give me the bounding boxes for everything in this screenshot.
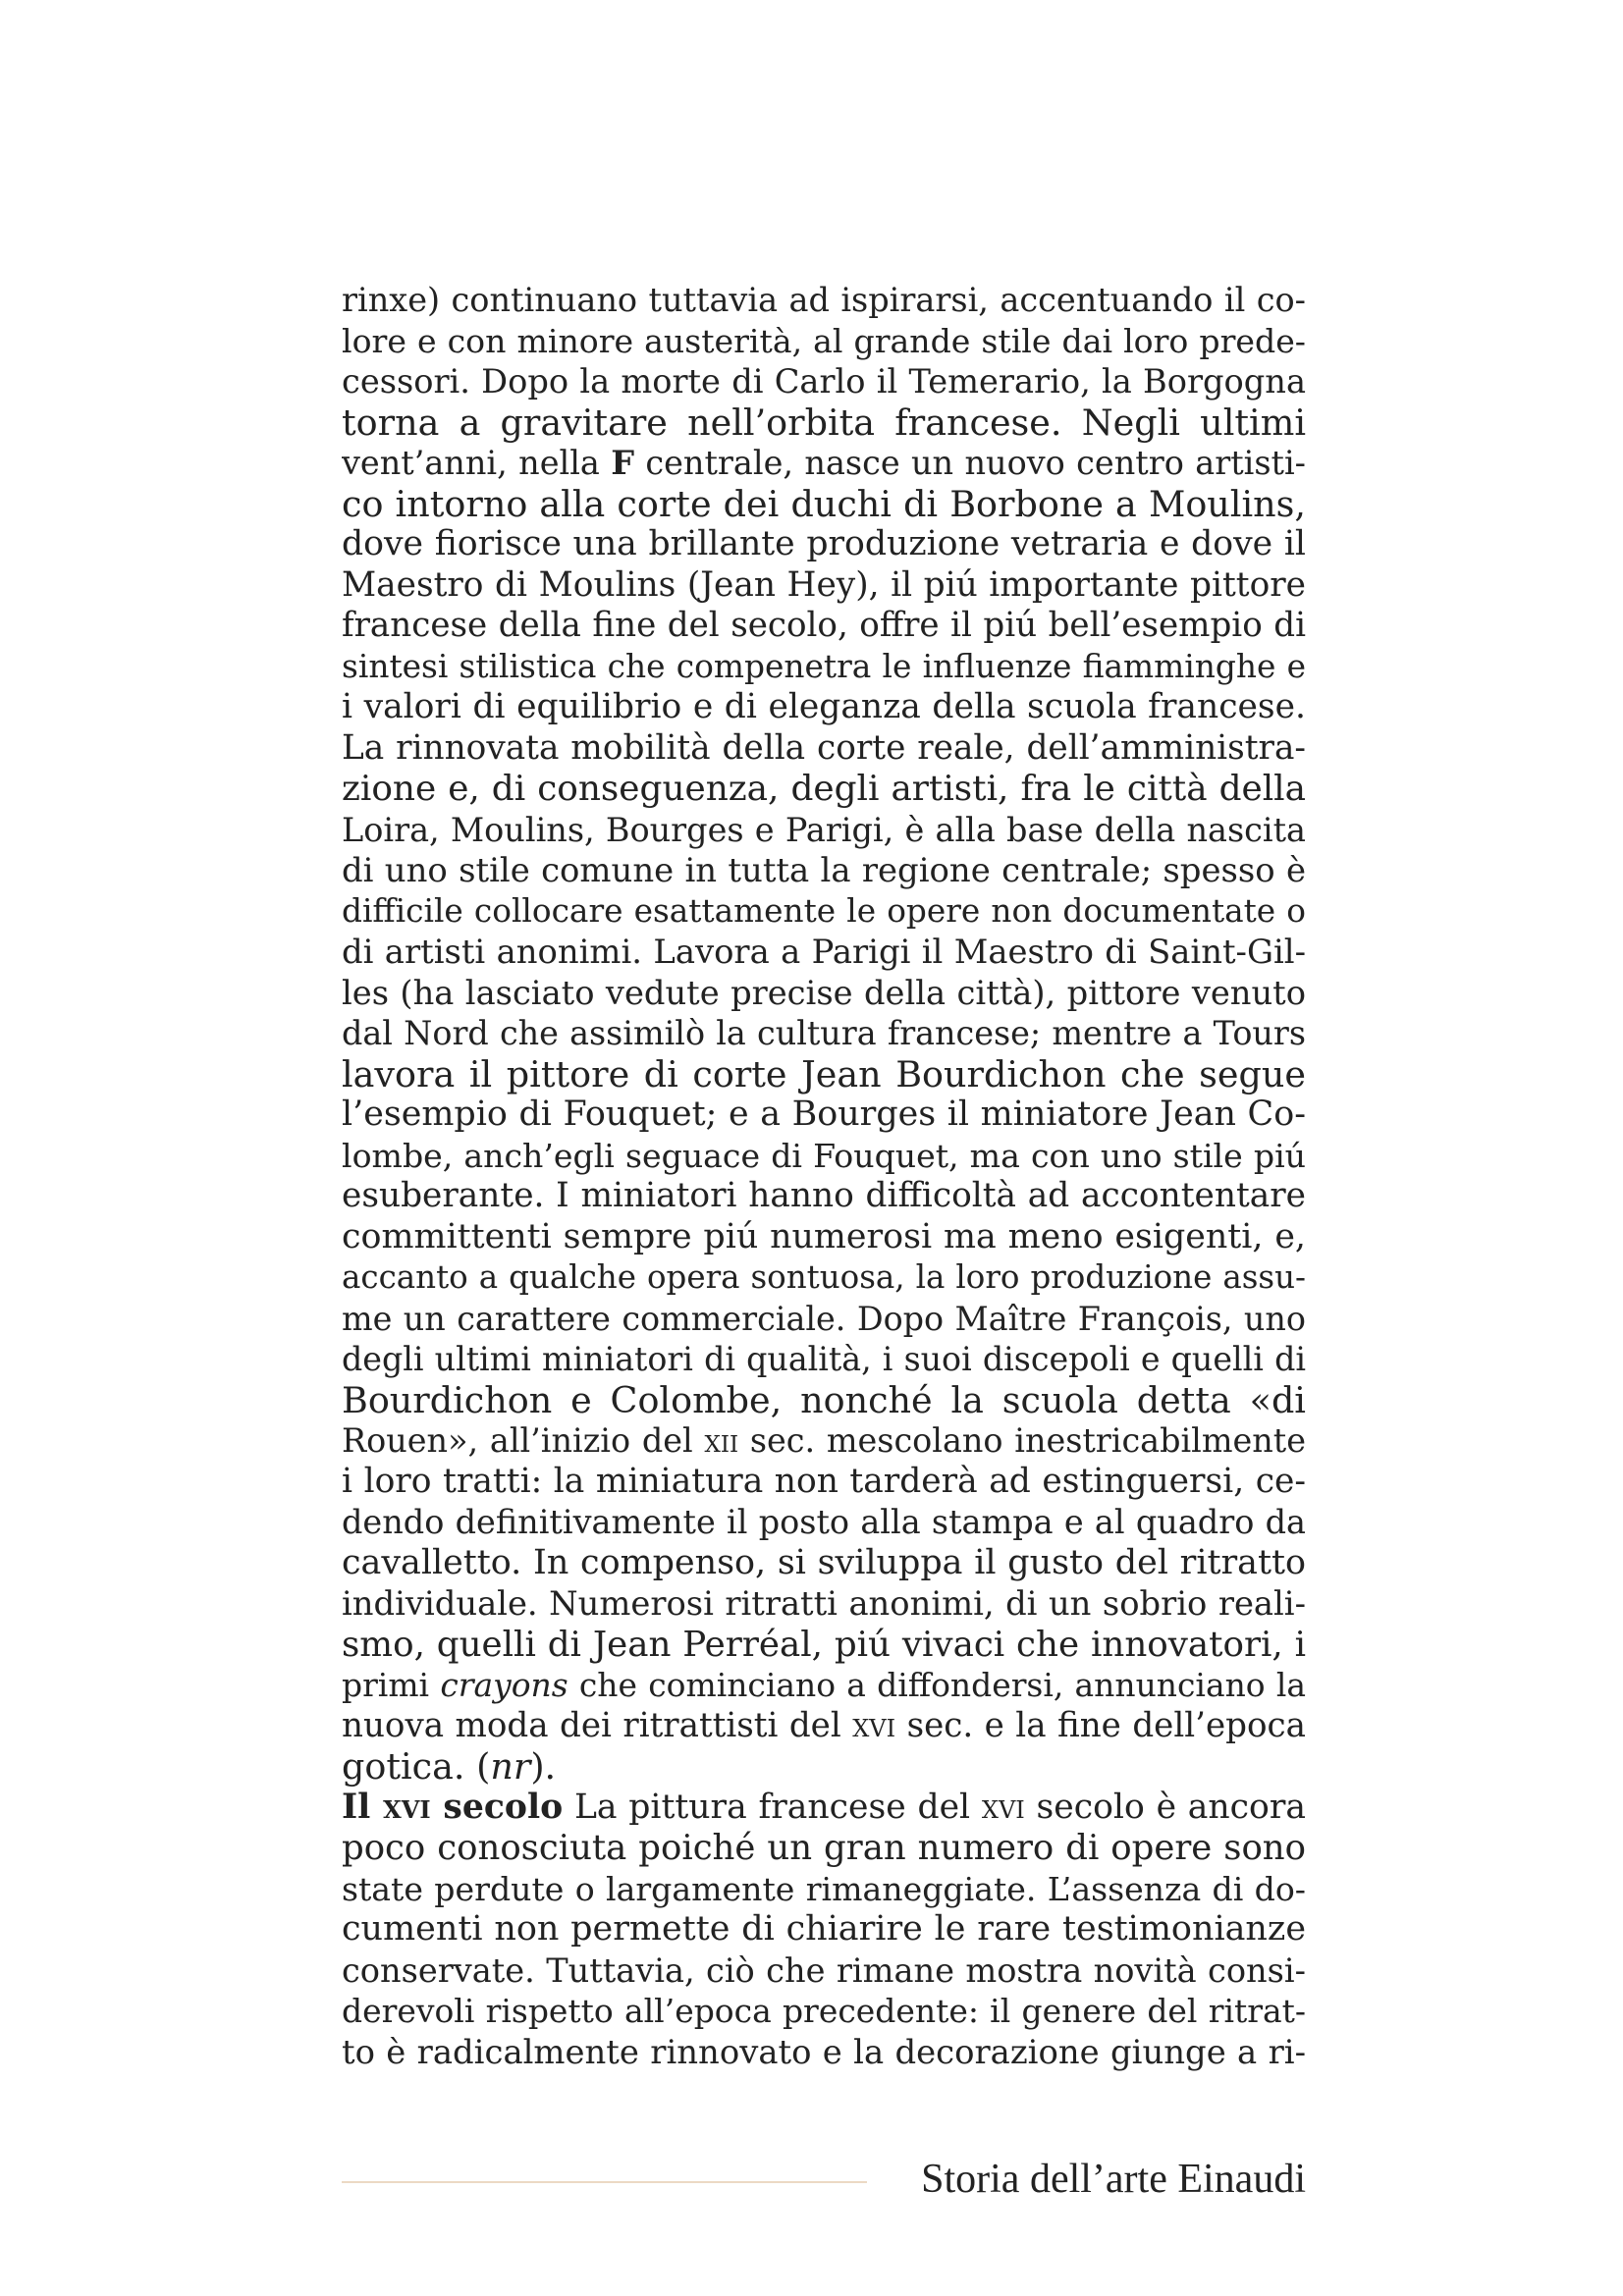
text-line: l’esempio di Fouquet; e a Bourges il miniatore Jean Co- [342,1095,1306,1134]
italic-term: crayons [440,1666,568,1704]
text-line: i loro tratti: la miniatura non tarderà ad estinguersi, ce- [342,1461,1306,1501]
text-line: Maestro di Moulins (Jean Hey), il piú importante pittore [342,564,1306,605]
text-line: to è radicalmente rinnovato e la decorazione giunge a ri- [342,2032,1306,2071]
text-line: les (ha lasciato vedute precise della città), pittore venuto [342,973,1306,1012]
text-line: i valori di equilibrio e di eleganza della scuola francese. [342,687,1306,726]
text-line: lavora il pittore di corte Jean Bourdichon che segue [342,1053,1306,1095]
text-line: accanto a qualche opera sontuosa, la loro produzione assu- [342,1258,1306,1296]
text-line: degli ultimi miniatori di qualità, i suoi discepoli e quelli di [342,1340,1306,1378]
text-line: me un carattere commerciale. Dopo Maître François, uno [342,1299,1306,1338]
roman-numeral: xvi [981,1787,1025,1827]
roman-numeral: xii [704,1421,739,1460]
text-line: derevoli rispetto all’epoca precedente: il genere del ritrat- [342,1992,1306,2030]
text-line: conservate. Tuttavia, ciò che rimane mostra novità consi- [342,1950,1306,1990]
text-line: dal Nord che assimilò la cultura francese; mentre a Tours [342,1014,1306,1052]
text-line: cumenti non permette di chiarire le rare testimonianze [342,1909,1306,1949]
text-line: smo, quelli di Jean Perréal, piú vivaci che innovatori, i [342,1624,1306,1665]
text-line: Loira, Moulins, Bourges e Parigi, è alla base della nascita [342,810,1306,849]
text-line: committenti sempre piú numerosi ma meno esigenti, e, [342,1216,1306,1256]
author-initials: nr [490,1746,531,1788]
text-line: state perdute o largamente rimaneggiate. L’assenza di do- [342,1869,1306,1908]
text-line: co intorno alla corte dei duchi di Borbone a Moulins, [342,483,1306,524]
text-line: primi crayons che cominciano a diffondersi, annunciano la [342,1666,1306,1704]
text-line: cessori. Dopo la morte di Carlo il Temerario, la Borgogna [342,362,1306,400]
text-line: sintesi stilistica che compenetra le influenze fiamminghe e [342,647,1306,685]
footer-title: Storia dell’arte Einaudi [921,2157,1306,2202]
text-line: Bourdichon e Colombe, nonché la scuola detta «di [342,1379,1306,1420]
text-line: esuberante. I miniatori hanno difficoltà ad accontentare [342,1176,1306,1215]
text-line: gotica. (nr). [342,1746,557,1788]
footer-divider [342,2181,867,2183]
text-line: nuova moda dei ritrattisti del xvi sec. e la fine dell’epoca [342,1705,1306,1745]
text-line: vent’anni, nella F centrale, nasce un nuovo centro artisti- [342,444,1306,482]
text-line: di artisti anonimi. Lavora a Parigi il Maestro di Saint-Gil- [342,933,1306,971]
body-text [342,280,1306,2072]
text-line: lombe, anch’egli seguace di Fouquet, ma con uno stile piú [342,1136,1306,1175]
text-line: Rouen», all’inizio del xii sec. mescolano inestricabilmente [342,1421,1306,1460]
text-line: dendo definitivamente il posto alla stampa e al quadro da [342,1503,1306,1541]
text-line: dove fiorisce una brillante produzione vetraria e dove il [342,524,1306,563]
text-line: cavalletto. In compenso, si sviluppa il gusto del ritratto [342,1542,1306,1582]
text-line: lore e con minore austerità, al grande stile dai loro prede- [342,321,1306,360]
text-line: zione e, di conseguenza, degli artisti, fra le città della [342,769,1306,809]
text-line: rinxe) continuano tuttavia ad ispirarsi, accentuando il co- [342,281,1306,319]
text-line: difficile collocare esattamente le opere non documentate o [342,891,1306,930]
section-letter: F [611,444,634,482]
text-line: poco conosciuta poiché un gran numero di opere sono [342,1828,1306,1868]
text-line: di uno stile comune in tutta la regione centrale; spesso è [342,851,1306,889]
text-line: individuale. Numerosi ritratti anonimi, di un sobrio reali- [342,1584,1306,1623]
text-line: La rinnovata mobilità della corte reale, dell’amministra- [342,727,1306,768]
text-line: torna a gravitare nell’orbita francese. Negli ultimi [342,401,1306,443]
section-heading: Il xvi secolo [342,1787,564,1827]
roman-numeral: xvi [852,1705,896,1745]
text-line: francese della fine del secolo, offre il piú bell’esempio di [342,606,1306,645]
section-heading-line: Il xvi secolo La pittura francese del xvi secolo è ancora [342,1787,1306,1827]
